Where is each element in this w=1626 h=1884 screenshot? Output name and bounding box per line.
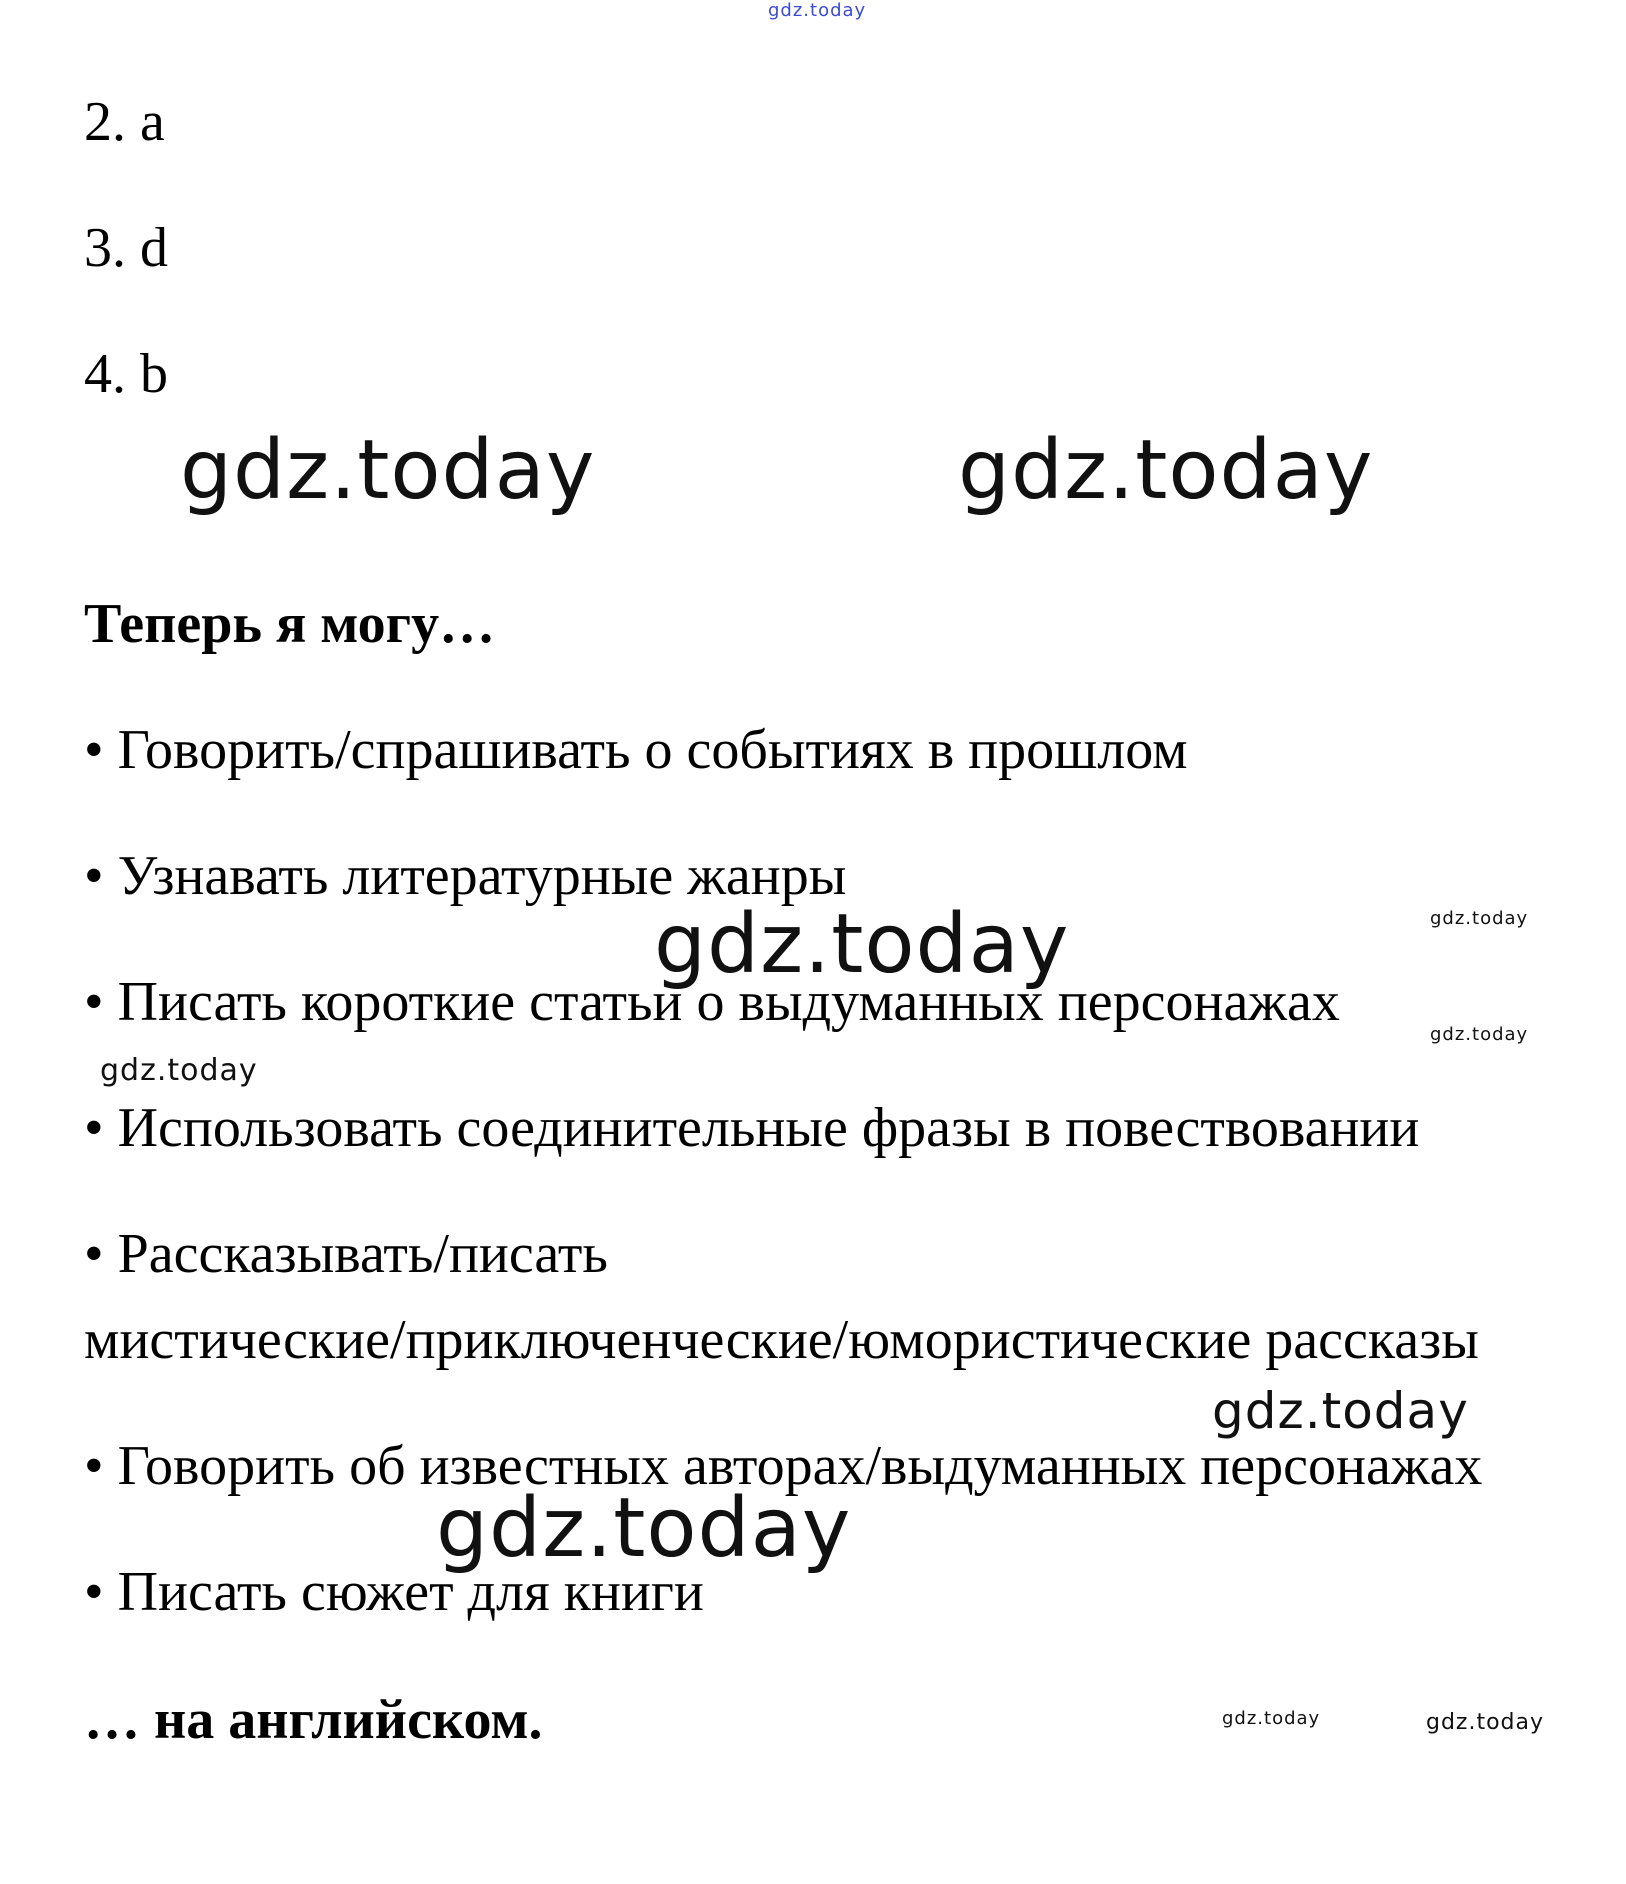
- watermark-small: gdz.today: [1430, 908, 1529, 929]
- watermark-large-left: gdz.today: [180, 423, 596, 518]
- list-item: • Говорить/спрашивать о событиях в прошлом: [84, 719, 1188, 781]
- watermark-small: gdz.today: [1430, 1024, 1529, 1045]
- answer-4: 4. b: [84, 343, 168, 405]
- section-heading: Теперь я могу…: [84, 593, 496, 655]
- list-item: • Писать короткие статьи о выдуманных персонажах: [84, 971, 1340, 1033]
- list-item-continuation: мистические/приключенческие/юмористические рассказы: [84, 1309, 1479, 1371]
- watermark-small: gdz.today: [1426, 1710, 1545, 1735]
- answer-2: 2. a: [84, 91, 165, 153]
- watermark-small: gdz.today: [1222, 1708, 1321, 1729]
- watermark-large-right: gdz.today: [958, 423, 1374, 518]
- watermark-large-center: gdz.today: [654, 897, 1070, 992]
- watermark-top: gdz.today: [768, 0, 867, 21]
- watermark-medium-large: gdz.today: [1212, 1382, 1469, 1440]
- list-item: • Узнавать литературные жанры: [84, 845, 847, 907]
- list-item: • Писать сюжет для книги: [84, 1561, 704, 1623]
- list-item: • Рассказывать/писать: [84, 1223, 608, 1285]
- answer-3: 3. d: [84, 217, 168, 279]
- list-item: • Использовать соединительные фразы в повествовании: [84, 1097, 1420, 1159]
- watermark-medium: gdz.today: [100, 1053, 258, 1088]
- closing-line: … на английском.: [84, 1689, 543, 1751]
- list-item: • Говорить об известных авторах/выдуманных персонажах: [84, 1435, 1483, 1497]
- watermark-large-lower: gdz.today: [436, 1481, 852, 1576]
